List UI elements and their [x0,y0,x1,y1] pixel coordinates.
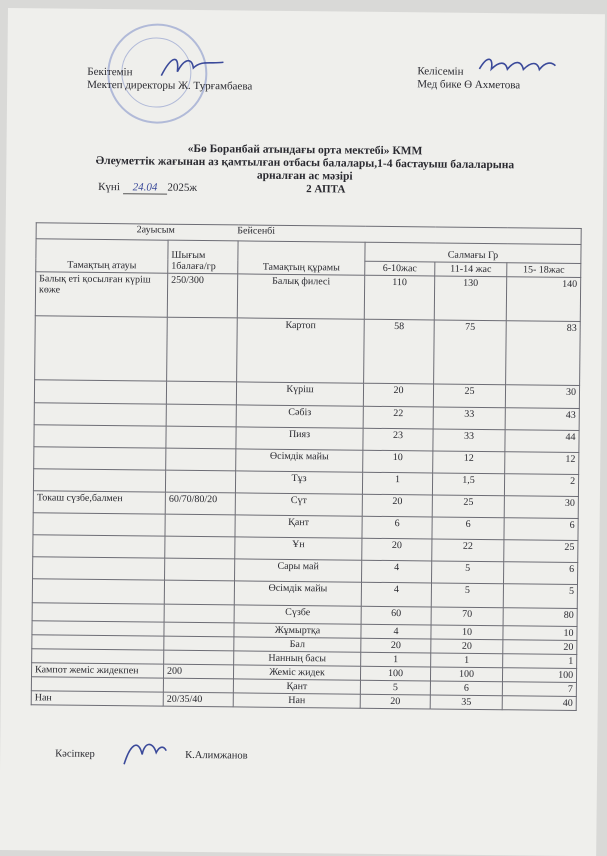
amount-11-14: 130 [434,276,506,321]
amount-6-10: 4 [361,624,431,639]
menu-subtitle-2: арналған ас мәзірі [256,169,353,183]
amount-6-10: 1 [362,472,432,495]
dish-cell [31,677,163,692]
dish-cell [32,579,164,604]
supplier-label: Кәсіпкер [55,748,95,760]
amount-15-18: 5 [503,584,577,609]
yield-cell [164,604,234,623]
amount-6-10: 22 [363,406,433,429]
amount-15-18: 10 [503,626,577,641]
amount-6-10: 100 [360,666,430,681]
amount-11-14: 25 [432,495,504,518]
dish-cell: Токаш сүзбе,балмен [33,491,165,514]
yield-cell [165,470,235,493]
amount-15-18: 80 [503,608,577,627]
amount-6-10: 1 [361,652,431,667]
ingredient-cell: Қант [233,679,360,694]
nurse-name: Мед бике Ө Ахметова [417,78,521,92]
amount-15-18: 25 [504,540,578,563]
shift-label: 2ауысым [136,224,175,236]
amount-15-18: 30 [504,496,578,519]
dish-cell [34,380,166,404]
yield-cell [166,426,236,449]
amount-15-18: 44 [505,430,579,453]
date-year: 2025ж [167,181,198,194]
supplier-name: К.Алимжанов [185,749,248,762]
amount-6-10: 20 [362,538,432,561]
ingredient-cell: Күріш [236,382,363,406]
dish-cell [32,603,164,622]
dish-cell: Балық еті қосылған күріш көже [35,272,167,317]
header-weight: Салмағы Гр [365,242,581,263]
yield-cell [165,514,235,537]
header-composition: Тамақтың құрамы [238,241,365,275]
amount-11-14: 100 [430,667,502,682]
ingredient-cell: Бал [234,637,361,652]
amount-6-10: 4 [362,560,432,583]
dish-cell [32,635,164,650]
date-value: 24.04 [123,181,168,194]
yield-cell [163,678,233,693]
ingredient-cell: Сары май [235,559,362,582]
amount-15-18: 2 [504,474,578,497]
ingredient-cell: Нан [233,693,360,708]
amount-11-14: 5 [432,561,504,584]
header-yield: Шығым 1балаға/гр [168,240,238,274]
amount-6-10: 5 [360,680,430,695]
amount-6-10: 20 [362,494,432,517]
ingredient-cell: Сүзбе [234,605,361,624]
ingredient-cell: Жеміс жидек [233,665,360,680]
dish-cell [33,557,165,580]
amount-15-18: 100 [502,668,576,683]
yield-cell [164,622,234,637]
dish-cell [34,403,166,426]
dish-cell [32,649,164,664]
dish-cell [35,316,168,381]
dish-cell: Нан [31,691,163,706]
ingredient-cell: Сүт [235,493,362,516]
amount-11-14: 20 [431,639,503,654]
date-line [98,181,197,194]
table-row [35,272,580,322]
amount-6-10: 23 [363,428,433,451]
amount-15-18: 20 [503,640,577,655]
amount-11-14: 6 [430,681,502,696]
ingredient-cell: Картоп [237,318,365,383]
amount-11-14: 25 [433,384,505,408]
ingredient-cell: Балық филесі [237,274,364,319]
ingredient-cell: Тұз [235,471,362,494]
amount-6-10: 4 [361,582,431,607]
amount-11-14: 1,5 [432,473,504,496]
amount-15-18: 43 [505,408,579,431]
amount-6-10: 6 [362,516,432,539]
dish-cell [32,621,164,636]
amount-11-14: 33 [433,407,505,430]
menu-body [31,272,581,711]
amount-11-14: 33 [433,429,505,452]
dish-cell: Кампот жеміс жидекпен [31,663,163,678]
yield-cell [167,317,238,382]
yield-cell: 60/70/80/20 [165,492,235,515]
header-age-6-10: 6-10жас [365,261,435,276]
director-name: Мектеп директоры Ж. Турғамбаева [87,78,253,93]
amount-15-18: 7 [502,682,576,697]
nurse-signature [477,53,557,76]
amount-15-18: 83 [506,321,581,386]
supplier-signature [120,734,170,775]
week-label: 2 АПТА [306,183,346,196]
approve-label: Бекітемін [87,65,133,79]
menu-document [0,8,605,856]
amount-11-14: 70 [431,607,503,626]
amount-6-10: 60 [361,606,431,625]
yield-cell: 200 [163,664,233,679]
header-age-15-18: 15- 18жас [507,263,581,278]
menu-table [31,222,582,711]
dish-cell [34,447,166,470]
ingredient-cell: Сәбіз [236,405,363,428]
amount-15-18: 30 [505,385,579,409]
dish-cell [33,513,165,536]
ingredient-cell: Өсімдік майы [234,581,361,606]
ingredient-cell: Жұмыртқа [234,623,361,638]
table-row [35,316,581,386]
menu-subtitle: Әлеуметтік жағынан аз қамтылған отбасы балалары,1-4 бастауыш балаларына [95,154,515,172]
amount-15-18: 140 [506,277,581,322]
dish-cell [33,535,165,558]
amount-15-18: 6 [504,518,578,541]
day-label: Бейсенбі [237,225,276,237]
amount-11-14: 10 [431,625,503,640]
agree-label: Келісемін [417,65,464,78]
amount-6-10: 110 [364,275,434,320]
school-name: «Бө Боранбай атындағы орта мектебі» КММ [187,142,423,158]
header-age-11-14: 11-14 жас [435,262,507,277]
ingredient-cell: Өсімдік майы [236,449,363,472]
yield-cell [164,650,234,665]
yield-cell [165,536,235,559]
amount-11-14: 6 [432,517,504,540]
amount-6-10: 58 [364,319,435,384]
yield-cell [165,558,235,581]
amount-11-14: 22 [432,539,504,562]
amount-15-18: 40 [502,696,576,711]
yield-cell [166,381,236,405]
header-dish: Тамақтың атауы [36,239,168,273]
dish-cell [34,425,166,448]
amount-11-14: 75 [434,320,507,385]
yield-cell: 20/35/40 [163,692,233,707]
ingredient-cell: Ұн [235,537,362,560]
amount-6-10: 20 [361,638,431,653]
yield-cell [166,448,236,471]
amount-15-18: 1 [503,654,577,669]
ingredient-cell: Нанның басы [234,651,361,666]
amount-11-14: 12 [433,451,505,474]
amount-11-14: 5 [431,583,503,608]
dish-cell [33,469,165,492]
amount-6-10: 20 [360,694,430,709]
amount-11-14: 1 [431,653,503,668]
amount-6-10: 20 [363,383,433,407]
amount-6-10: 10 [363,450,433,473]
yield-cell [166,404,236,427]
yield-cell [164,636,234,651]
amount-15-18: 12 [505,452,579,475]
amount-11-14: 35 [430,695,502,710]
date-label: Күні [98,180,120,194]
yield-cell [164,580,234,605]
yield-cell: 250/300 [167,273,237,318]
ingredient-cell: Пияз [236,427,363,450]
ingredient-cell: Қант [235,515,362,538]
amount-15-18: 6 [503,562,577,585]
